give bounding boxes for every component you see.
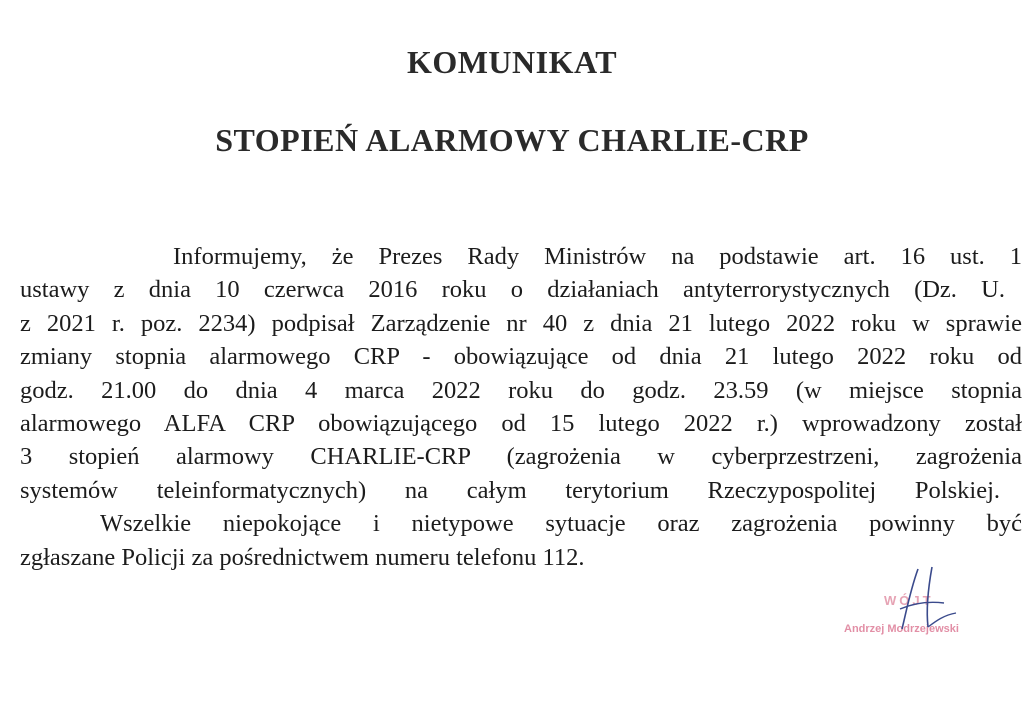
document-title: KOMUNIKAT	[406, 44, 618, 80]
body-line: 3 stopień alarmowy CHARLIE-CRP (zagrożenia w cyberprzestrzeni, zagrożenia	[20, 443, 1022, 471]
body-line: Informujemy, że Prezes Rady Ministrów na podstawie art. 16 ust. 1	[173, 243, 1022, 270]
document-subtitle: STOPIEŃ ALARMOWY CHARLIE-CRP	[215, 122, 809, 158]
body-line: godz. 21.00 do dnia 4 marca 2022 roku do godz. 23.59 (w miejsce stopnia	[20, 376, 1022, 404]
document-body	[20, 240, 1022, 574]
body-line: z 2021 r. poz. 2234) podpisał Zarządzenie nr 40 z dnia 21 lutego 2022 roku w sprawie	[20, 309, 1022, 337]
stamp-title: WÓJT	[884, 593, 934, 608]
signature-stamp	[840, 575, 1000, 645]
body-line: zmiany stopnia alarmowego CRP - obowiązujące od dnia 21 lutego 2022 roku od	[20, 343, 1022, 371]
body-line: zgłaszane Policji za pośrednictwem numeru telefonu 112.	[20, 543, 585, 571]
body-line: ustawy z dnia 10 czerwca 2016 roku o działaniach antyterrorystycznych (Dz. U.	[20, 276, 1005, 304]
body-line: Wszelkie niepokojące i nietypowe sytuacje oraz zagrożenia powinny być	[100, 510, 1022, 538]
handwritten-signature-icon	[840, 563, 1000, 643]
stamp-name: Andrzej Modrzejewski	[844, 623, 959, 635]
body-line: systemów teleinformatycznych) na całym terytorium Rzeczypospolitej Polskiej.	[20, 476, 1000, 504]
body-line: alarmowego ALFA CRP obowiązującego od 15 lutego 2022 r.) wprowadzony został	[20, 410, 1022, 438]
